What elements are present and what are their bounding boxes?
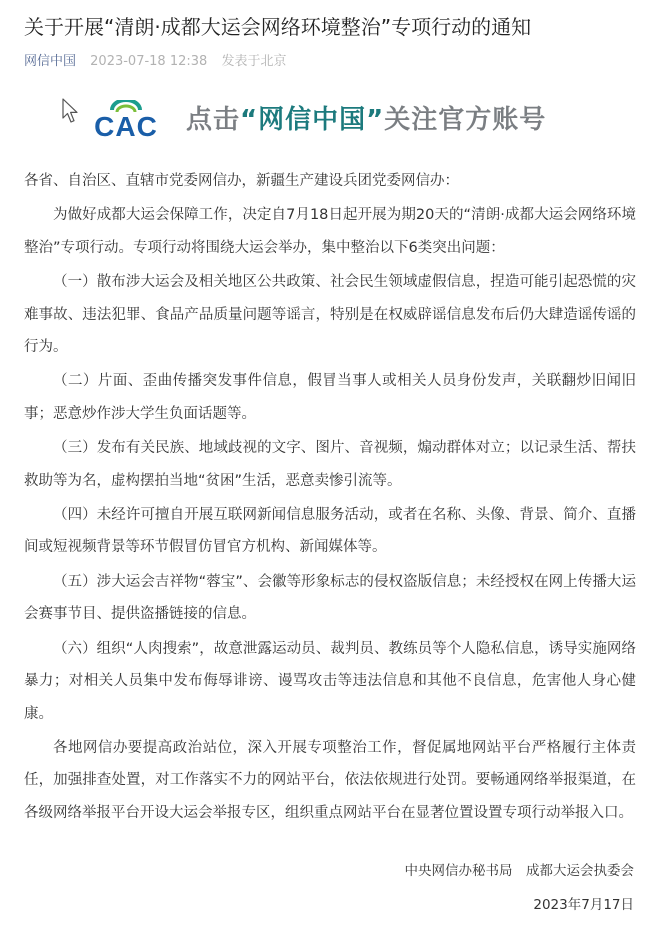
- banner-text-prefix: 点击: [186, 105, 241, 135]
- signature: [405, 858, 635, 918]
- list-item: （四）未经许可擅自开展互联网新闻信息服务活动，或者在名称、头像、背景、简介、直播间或短视频背景等环节假冒仿冒官方机构、新闻媒体等。: [24, 507, 636, 556]
- list-item: （二）片面、歪曲传播突发事件信息，假冒当事人或相关人员身份发声，关联翻炒旧闻旧事；恶意炒作涉大学生负面话题等。: [24, 373, 636, 422]
- banner-text: [186, 102, 546, 138]
- cac-logo-icon: [86, 100, 166, 138]
- publish-date: 2023-07-18 12:38: [90, 54, 208, 69]
- publish-location: 发表于北京: [221, 54, 287, 69]
- article-body: [24, 165, 636, 831]
- mouse-cursor-icon: [62, 98, 80, 124]
- list-item: （一）散布涉大运会及相关地区公共政策、社会民生领域虚假信息，捏造可能引起恐慌的灾难事故、违法犯罪、食品产品质量问题等谣言，特别是在权威辟谣信息发布后仍大肆造谣传谣的行为。: [24, 274, 636, 356]
- account-link[interactable]: 网信中国: [24, 54, 77, 69]
- intro-paragraph: 为做好成都大运会保障工作，决定自7月18日起开展为期20天的“清朗·成都大运会网络环境整治”专项行动。专项行动将围绕大运会举办，集中整治以下6类突出问题：: [24, 207, 636, 256]
- signature-org: 中央网信办秘书局 成都大运会执委会: [404, 863, 634, 879]
- article-title: 关于开展“清朗·成都大运会网络环境整治”专项行动的通知: [24, 15, 532, 39]
- logo-text: CAC: [94, 111, 158, 138]
- salutation: 各省、自治区、直辖市党委网信办，新疆生产建设兵团党委网信办：: [24, 173, 459, 189]
- list-item: （三）发布有关民族、地域歧视的文字、图片、音视频，煽动群体对立；以记录生活、帮扶救助等为名，虚构摆拍当地“贫困”生活，恶意卖惨引流等。: [24, 440, 636, 489]
- article-meta: [24, 52, 286, 72]
- banner-text-quoted: “网信中国”: [240, 105, 385, 135]
- list-item: （五）涉大运会吉祥物“蓉宝”、会徽等形象标志的侵权盗版信息；未经授权在网上传播大运会赛事节目、提供盗播链接的信息。: [24, 573, 636, 623]
- banner-text-suffix: 关注官方账号: [384, 105, 547, 135]
- closing-paragraph: 各地网信办要提高政治站位，深入开展专项整治工作，督促属地网站平台严格履行主体责任，加强排查处置，对工作落实不力的网站平台，依法依规进行处罚。要畅通网络举报渠道，在各级网络举报平台开设大运会举报专区，组织重点网站平台在显著位置设置专项行动举报入口。: [24, 739, 636, 821]
- signature-date: 2023年7月17日: [533, 897, 634, 913]
- list-item: （六）组织“人肉搜索”，故意泄露运动员、裁判员、教练员等个人隐私信息，诱导实施网络暴力；对相关人员集中发布侮辱诽谤、谩骂攻击等违法信息和其他不良信息，危害他人身心健康。: [24, 640, 636, 722]
- follow-banner[interactable]: [62, 96, 622, 144]
